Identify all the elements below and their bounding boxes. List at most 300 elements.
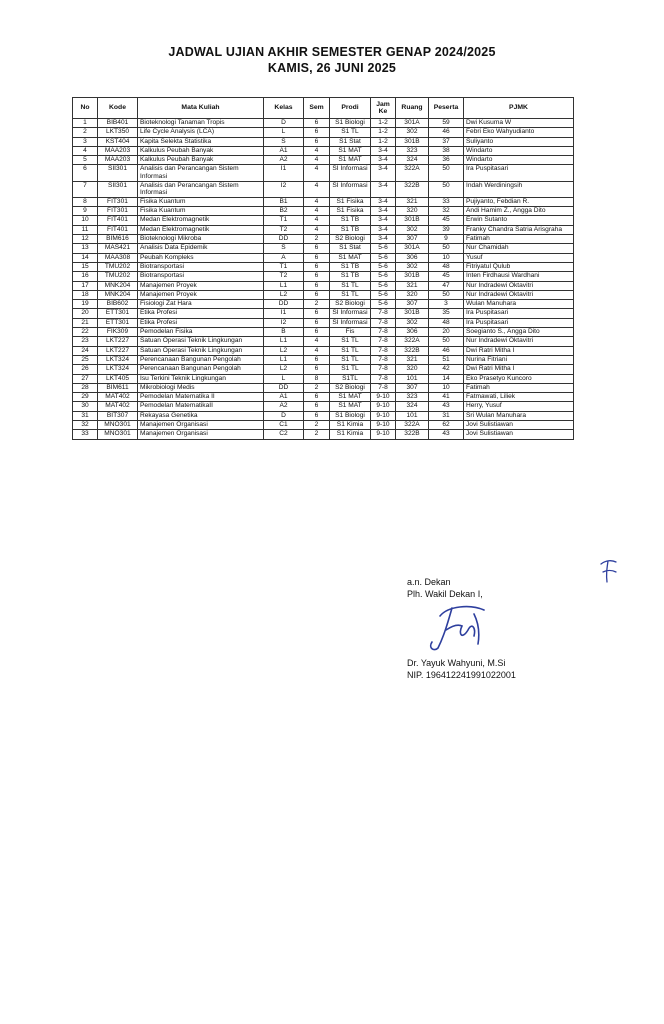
cell-kelas: A1 — [264, 393, 304, 402]
col-header-jam-ke: Jam Ke — [371, 98, 396, 119]
cell-peserta: 43 — [429, 430, 464, 439]
cell-no: 24 — [73, 346, 98, 355]
cell-jam-ke: 3-4 — [371, 207, 396, 216]
cell-peserta: 50 — [429, 181, 464, 197]
cell-mata-kuliah: Analisis dan Perancangan Sistem Informasi — [138, 165, 264, 181]
table-row — [73, 119, 574, 128]
cell-ruang: 320 — [396, 365, 429, 374]
cell-sem: 2 — [304, 420, 330, 429]
cell-mata-kuliah: Pemodelan Fisika — [138, 328, 264, 337]
cell-ruang: 301B — [396, 309, 429, 318]
cell-peserta: 20 — [429, 328, 464, 337]
cell-kelas: A — [264, 253, 304, 262]
cell-prodi: S1 TB — [330, 262, 371, 271]
table-row — [73, 137, 574, 146]
cell-no: 19 — [73, 300, 98, 309]
cell-pjmk: Nur Indradewi Oktavitri — [464, 281, 574, 290]
cell-mata-kuliah: Etika Profesi — [138, 318, 264, 327]
cell-kelas: I2 — [264, 318, 304, 327]
cell-jam-ke: 7-8 — [371, 374, 396, 383]
cell-peserta: 50 — [429, 290, 464, 299]
cell-pjmk: Febri Eko Wahyudianto — [464, 128, 574, 137]
cell-mata-kuliah: Satuan Operasi Teknik Lingkungan — [138, 337, 264, 346]
table-row — [73, 235, 574, 244]
cell-sem: 6 — [304, 365, 330, 374]
cell-ruang: 324 — [396, 402, 429, 411]
cell-prodi: S1 TL — [330, 365, 371, 374]
cell-ruang: 302 — [396, 225, 429, 234]
cell-ruang: 320 — [396, 290, 429, 299]
col-header-kode: Kode — [98, 98, 138, 119]
cell-mata-kuliah: Kapita Selekta Statistika — [138, 137, 264, 146]
table-row — [73, 272, 574, 281]
cell-kode: LKT324 — [98, 355, 138, 364]
cell-jam-ke: 5-6 — [371, 300, 396, 309]
cell-kelas: S — [264, 244, 304, 253]
cell-mata-kuliah: Analisis Data Epidemik — [138, 244, 264, 253]
cell-kelas: L2 — [264, 365, 304, 374]
cell-kode: LKT227 — [98, 346, 138, 355]
table-row — [73, 128, 574, 137]
cell-pjmk: Windarto — [464, 146, 574, 155]
cell-ruang: 306 — [396, 328, 429, 337]
cell-ruang: 302 — [396, 318, 429, 327]
cell-jam-ke: 3-4 — [371, 235, 396, 244]
cell-kode: MNK204 — [98, 290, 138, 299]
cell-no: 30 — [73, 402, 98, 411]
cell-no: 22 — [73, 328, 98, 337]
cell-mata-kuliah: Analisis dan Perancangan Sistem Informasi — [138, 181, 264, 197]
cell-no: 26 — [73, 365, 98, 374]
cell-jam-ke: 1-2 — [371, 137, 396, 146]
cell-ruang: 301B — [396, 216, 429, 225]
cell-ruang: 301A — [396, 244, 429, 253]
cell-jam-ke: 3-4 — [371, 156, 396, 165]
table-row — [73, 365, 574, 374]
cell-no: 6 — [73, 165, 98, 181]
table-row — [73, 262, 574, 271]
cell-sem: 4 — [304, 216, 330, 225]
cell-ruang: 322B — [396, 181, 429, 197]
cell-sem: 6 — [304, 355, 330, 364]
cell-pjmk: Yusuf — [464, 253, 574, 262]
cell-pjmk: Fatmawati, Liliek — [464, 393, 574, 402]
cell-mata-kuliah: Manajemen Proyek — [138, 281, 264, 290]
cell-sem: 6 — [304, 281, 330, 290]
cell-kelas: T1 — [264, 262, 304, 271]
cell-peserta: 33 — [429, 197, 464, 206]
cell-no: 15 — [73, 262, 98, 271]
cell-mata-kuliah: Satuan Operasi Teknik Lingkungan — [138, 346, 264, 355]
cell-jam-ke: 7-8 — [371, 346, 396, 355]
cell-peserta: 51 — [429, 355, 464, 364]
cell-sem: 6 — [304, 393, 330, 402]
cell-no: 4 — [73, 146, 98, 155]
cell-pjmk: Erwin Sutanto — [464, 216, 574, 225]
cell-no: 5 — [73, 156, 98, 165]
title-line-1: JADWAL UJIAN AKHIR SEMESTER GENAP 2024/2025 — [168, 45, 496, 59]
cell-sem: 2 — [304, 430, 330, 439]
cell-kelas: L — [264, 128, 304, 137]
cell-prodi: S1TL — [330, 374, 371, 383]
cell-no: 29 — [73, 393, 98, 402]
cell-kelas: I1 — [264, 309, 304, 318]
cell-jam-ke: 5-6 — [371, 290, 396, 299]
cell-prodi: S1 TL — [330, 337, 371, 346]
cell-no: 7 — [73, 181, 98, 197]
cell-no: 11 — [73, 225, 98, 234]
cell-kode: LKT227 — [98, 337, 138, 346]
cell-ruang: 307 — [396, 300, 429, 309]
cell-jam-ke: 1-2 — [371, 119, 396, 128]
cell-jam-ke: 9-10 — [371, 393, 396, 402]
cell-jam-ke: 7-8 — [371, 383, 396, 392]
cell-peserta: 50 — [429, 244, 464, 253]
cell-no: 33 — [73, 430, 98, 439]
cell-pjmk: Andi Hamim Z., Angga Dito — [464, 207, 574, 216]
cell-kelas: D — [264, 411, 304, 420]
cell-ruang: 307 — [396, 235, 429, 244]
cell-prodi: SI Informasi — [330, 318, 371, 327]
cell-kode: MAA308 — [98, 253, 138, 262]
cell-ruang: 322A — [396, 337, 429, 346]
cell-peserta: 50 — [429, 337, 464, 346]
cell-ruang: 301B — [396, 272, 429, 281]
cell-mata-kuliah: Fisika Kuantum — [138, 207, 264, 216]
cell-no: 13 — [73, 244, 98, 253]
cell-ruang: 323 — [396, 393, 429, 402]
cell-pjmk: Ira Puspitasari — [464, 165, 574, 181]
cell-kode: FIT401 — [98, 225, 138, 234]
cell-mata-kuliah: Fisika Kuantum — [138, 197, 264, 206]
cell-kode: BIM616 — [98, 235, 138, 244]
cell-kode: FIT301 — [98, 207, 138, 216]
cell-sem: 4 — [304, 225, 330, 234]
cell-sem: 6 — [304, 309, 330, 318]
cell-sem: 4 — [304, 337, 330, 346]
cell-no: 9 — [73, 207, 98, 216]
cell-peserta: 47 — [429, 281, 464, 290]
cell-kelas: D — [264, 119, 304, 128]
cell-no: 8 — [73, 197, 98, 206]
cell-kelas: L1 — [264, 355, 304, 364]
cell-kode: BIM611 — [98, 383, 138, 392]
cell-jam-ke: 5-6 — [371, 253, 396, 262]
cell-peserta: 62 — [429, 420, 464, 429]
cell-pjmk: Nur Indradewi Oktavitri — [464, 290, 574, 299]
cell-ruang: 321 — [396, 355, 429, 364]
table-row — [73, 181, 574, 197]
cell-peserta: 41 — [429, 393, 464, 402]
cell-prodi: S2 Biologi — [330, 383, 371, 392]
col-header-ruang: Ruang — [396, 98, 429, 119]
table-row — [73, 244, 574, 253]
signatory-name: Dr. Yayuk Wahyuni, M.Si — [407, 658, 506, 668]
cell-sem: 6 — [304, 272, 330, 281]
cell-kode: TMU202 — [98, 262, 138, 271]
cell-ruang: 321 — [396, 197, 429, 206]
cell-kode: BIB602 — [98, 300, 138, 309]
cell-sem: 4 — [304, 146, 330, 155]
cell-peserta: 31 — [429, 411, 464, 420]
cell-prodi: S1 Stat — [330, 244, 371, 253]
cell-kelas: T1 — [264, 216, 304, 225]
cell-mata-kuliah: Pemodelan Matematika II — [138, 393, 264, 402]
cell-mata-kuliah: Perencanaan Bangunan Pengolah — [138, 365, 264, 374]
cell-prodi: S1 TL — [330, 346, 371, 355]
cell-pjmk: Herry, Yusuf — [464, 402, 574, 411]
cell-kelas: L2 — [264, 346, 304, 355]
cell-no: 12 — [73, 235, 98, 244]
cell-kode: FIK309 — [98, 328, 138, 337]
cell-sem: 6 — [304, 137, 330, 146]
cell-prodi: S1 TL — [330, 290, 371, 299]
cell-jam-ke: 3-4 — [371, 181, 396, 197]
cell-jam-ke: 7-8 — [371, 309, 396, 318]
cell-pjmk: Fatimah — [464, 235, 574, 244]
cell-kelas: L1 — [264, 337, 304, 346]
cell-peserta: 42 — [429, 365, 464, 374]
cell-no: 31 — [73, 411, 98, 420]
cell-jam-ke: 3-4 — [371, 225, 396, 234]
cell-peserta: 3 — [429, 300, 464, 309]
cell-no: 21 — [73, 318, 98, 327]
cell-mata-kuliah: Peubah Kompleks — [138, 253, 264, 262]
cell-kode: BIB401 — [98, 119, 138, 128]
col-header-mata-kuliah: Mata Kuliah — [138, 98, 264, 119]
cell-mata-kuliah: Medan Elektromagnetik — [138, 225, 264, 234]
cell-jam-ke: 7-8 — [371, 328, 396, 337]
cell-jam-ke: 9-10 — [371, 402, 396, 411]
cell-jam-ke: 7-8 — [371, 355, 396, 364]
cell-peserta: 48 — [429, 318, 464, 327]
cell-jam-ke: 3-4 — [371, 165, 396, 181]
cell-pjmk: Dwi Kusuma W — [464, 119, 574, 128]
cell-kelas: DD — [264, 235, 304, 244]
table-row — [73, 197, 574, 206]
cell-sem: 6 — [304, 253, 330, 262]
cell-kode: MAA203 — [98, 156, 138, 165]
cell-sem: 6 — [304, 244, 330, 253]
cell-sem: 4 — [304, 165, 330, 181]
cell-ruang: 322B — [396, 346, 429, 355]
cell-no: 32 — [73, 420, 98, 429]
col-header-prodi: Prodi — [330, 98, 371, 119]
cell-pjmk: Eko Prasetyo Kuncoro — [464, 374, 574, 383]
table-row — [73, 374, 574, 383]
cell-sem: 6 — [304, 328, 330, 337]
cell-jam-ke: 9-10 — [371, 420, 396, 429]
cell-jam-ke: 5-6 — [371, 244, 396, 253]
cell-sem: 4 — [304, 156, 330, 165]
cell-kode: SII301 — [98, 181, 138, 197]
cell-ruang: 320 — [396, 207, 429, 216]
cell-jam-ke: 5-6 — [371, 281, 396, 290]
cell-sem: 4 — [304, 197, 330, 206]
cell-pjmk: Jovi Sulistiawan — [464, 430, 574, 439]
col-header-peserta: Peserta — [429, 98, 464, 119]
table-row — [73, 337, 574, 346]
table-row — [73, 420, 574, 429]
cell-kelas: A2 — [264, 156, 304, 165]
table-row — [73, 346, 574, 355]
table-row — [73, 156, 574, 165]
cell-prodi: S1 MAT — [330, 156, 371, 165]
cell-mata-kuliah: Life Cycle Analysis (LCA) — [138, 128, 264, 137]
table-row — [73, 402, 574, 411]
cell-pjmk: Soegianto S., Angga Dito — [464, 328, 574, 337]
cell-peserta: 10 — [429, 253, 464, 262]
cell-kelas: T2 — [264, 225, 304, 234]
cell-jam-ke: 7-8 — [371, 365, 396, 374]
cell-peserta: 48 — [429, 262, 464, 271]
cell-jam-ke: 7-8 — [371, 318, 396, 327]
cell-prodi: SI Informasi — [330, 181, 371, 197]
cell-sem: 6 — [304, 318, 330, 327]
cell-prodi: S1 TB — [330, 272, 371, 281]
cell-kode: LKT350 — [98, 128, 138, 137]
cell-sem: 6 — [304, 262, 330, 271]
table-row — [73, 328, 574, 337]
cell-mata-kuliah: Isu Terkini Teknik Lingkungan — [138, 374, 264, 383]
cell-kelas: DD — [264, 383, 304, 392]
cell-no: 17 — [73, 281, 98, 290]
cell-kode: LKT405 — [98, 374, 138, 383]
cell-peserta: 37 — [429, 137, 464, 146]
cell-kelas: B — [264, 328, 304, 337]
table-row — [73, 216, 574, 225]
cell-pjmk: Indah Werdiningsih — [464, 181, 574, 197]
cell-kelas: A2 — [264, 402, 304, 411]
cell-prodi: S1 Kimia — [330, 430, 371, 439]
cell-kelas: I1 — [264, 165, 304, 181]
cell-pjmk: Pujiyanto, Febdian R. — [464, 197, 574, 206]
cell-mata-kuliah: Medan Elektromagnetik — [138, 216, 264, 225]
cell-prodi: SI Informasi — [330, 309, 371, 318]
cell-jam-ke: 3-4 — [371, 197, 396, 206]
cell-pjmk: Suliyanto — [464, 137, 574, 146]
table-row — [73, 383, 574, 392]
table-row — [73, 309, 574, 318]
cell-ruang: 322A — [396, 165, 429, 181]
cell-peserta: 46 — [429, 128, 464, 137]
cell-prodi: S1 Fisika — [330, 197, 371, 206]
cell-kelas: C1 — [264, 420, 304, 429]
cell-no: 28 — [73, 383, 98, 392]
cell-jam-ke: 5-6 — [371, 272, 396, 281]
cell-pjmk: Fatimah — [464, 383, 574, 392]
exam-schedule-table — [72, 97, 574, 440]
cell-ruang: 302 — [396, 262, 429, 271]
cell-prodi: S1 Stat — [330, 137, 371, 146]
cell-pjmk: Jovi Sulistiawan — [464, 420, 574, 429]
cell-sem: 4 — [304, 181, 330, 197]
cell-jam-ke: 3-4 — [371, 146, 396, 155]
cell-prodi: S1 Fisika — [330, 207, 371, 216]
cell-peserta: 45 — [429, 272, 464, 281]
cell-sem: 6 — [304, 402, 330, 411]
cell-kode: MAT402 — [98, 402, 138, 411]
cell-kelas: B1 — [264, 197, 304, 206]
cell-prodi: S1 Kimia — [330, 420, 371, 429]
cell-pjmk: Ira Puspitasari — [464, 309, 574, 318]
cell-kelas: L2 — [264, 290, 304, 299]
cell-sem: 2 — [304, 300, 330, 309]
cell-no: 20 — [73, 309, 98, 318]
cell-mata-kuliah: Kalkulus Peubah Banyak — [138, 156, 264, 165]
table-body — [73, 119, 574, 440]
title-line-2: KAMIS, 26 JUNI 2025 — [267, 61, 397, 75]
signature-line-1: a.n. Dekan — [407, 577, 451, 587]
signatory-block — [407, 657, 516, 681]
cell-mata-kuliah: Fisiologi Zat Hara — [138, 300, 264, 309]
cell-kode: ETT301 — [98, 318, 138, 327]
table-row — [73, 281, 574, 290]
cell-kelas: L — [264, 374, 304, 383]
cell-ruang: 301A — [396, 119, 429, 128]
cell-ruang: 322A — [396, 420, 429, 429]
cell-prodi: S1 TL — [330, 355, 371, 364]
col-header-sem: Sem — [304, 98, 330, 119]
cell-kelas: DD — [264, 300, 304, 309]
cell-mata-kuliah: Etika Profesi — [138, 309, 264, 318]
cell-jam-ke: 9-10 — [371, 430, 396, 439]
cell-ruang: 301B — [396, 137, 429, 146]
cell-kode: MAA203 — [98, 146, 138, 155]
cell-kode: LKT324 — [98, 365, 138, 374]
cell-pjmk: Sri Wulan Manuhara — [464, 411, 574, 420]
cell-sem: 2 — [304, 383, 330, 392]
cell-peserta: 32 — [429, 207, 464, 216]
cell-prodi: S1 Biologi — [330, 119, 371, 128]
col-header-kelas: Kelas — [264, 98, 304, 119]
cell-mata-kuliah: Rekayasa Genetika — [138, 411, 264, 420]
cell-jam-ke: 7-8 — [371, 337, 396, 346]
cell-mata-kuliah: Kalkulus Peubah Banyak — [138, 146, 264, 155]
cell-no: 2 — [73, 128, 98, 137]
cell-sem: 6 — [304, 128, 330, 137]
cell-mata-kuliah: Biotransportasi — [138, 262, 264, 271]
cell-kode: BIT307 — [98, 411, 138, 420]
cell-ruang: 322B — [396, 430, 429, 439]
cell-kelas: C2 — [264, 430, 304, 439]
table-row — [73, 300, 574, 309]
table-row — [73, 318, 574, 327]
cell-pjmk: Franky Chandra Satria Arisgraha — [464, 225, 574, 234]
col-header-no: No — [73, 98, 98, 119]
table-row — [73, 253, 574, 262]
cell-kode: FIT301 — [98, 197, 138, 206]
table-row — [73, 225, 574, 234]
cell-sem: 6 — [304, 411, 330, 420]
cell-mata-kuliah: Mikrobiologi Medis — [138, 383, 264, 392]
cell-no: 18 — [73, 290, 98, 299]
cell-no: 16 — [73, 272, 98, 281]
cell-peserta: 43 — [429, 402, 464, 411]
cell-prodi: S1 TL — [330, 128, 371, 137]
cell-peserta: 36 — [429, 156, 464, 165]
cell-ruang: 306 — [396, 253, 429, 262]
cell-kelas: T2 — [264, 272, 304, 281]
cell-pjmk: Fitriyatul Qulub — [464, 262, 574, 271]
cell-sem: 6 — [304, 119, 330, 128]
paraf-initial-mark — [598, 558, 620, 584]
cell-pjmk: Dwi Ratri Mitha I — [464, 346, 574, 355]
cell-sem: 4 — [304, 207, 330, 216]
cell-mata-kuliah: Pemodelan MatematikaII — [138, 402, 264, 411]
cell-jam-ke: 5-6 — [371, 262, 396, 271]
cell-kode: SII301 — [98, 165, 138, 181]
